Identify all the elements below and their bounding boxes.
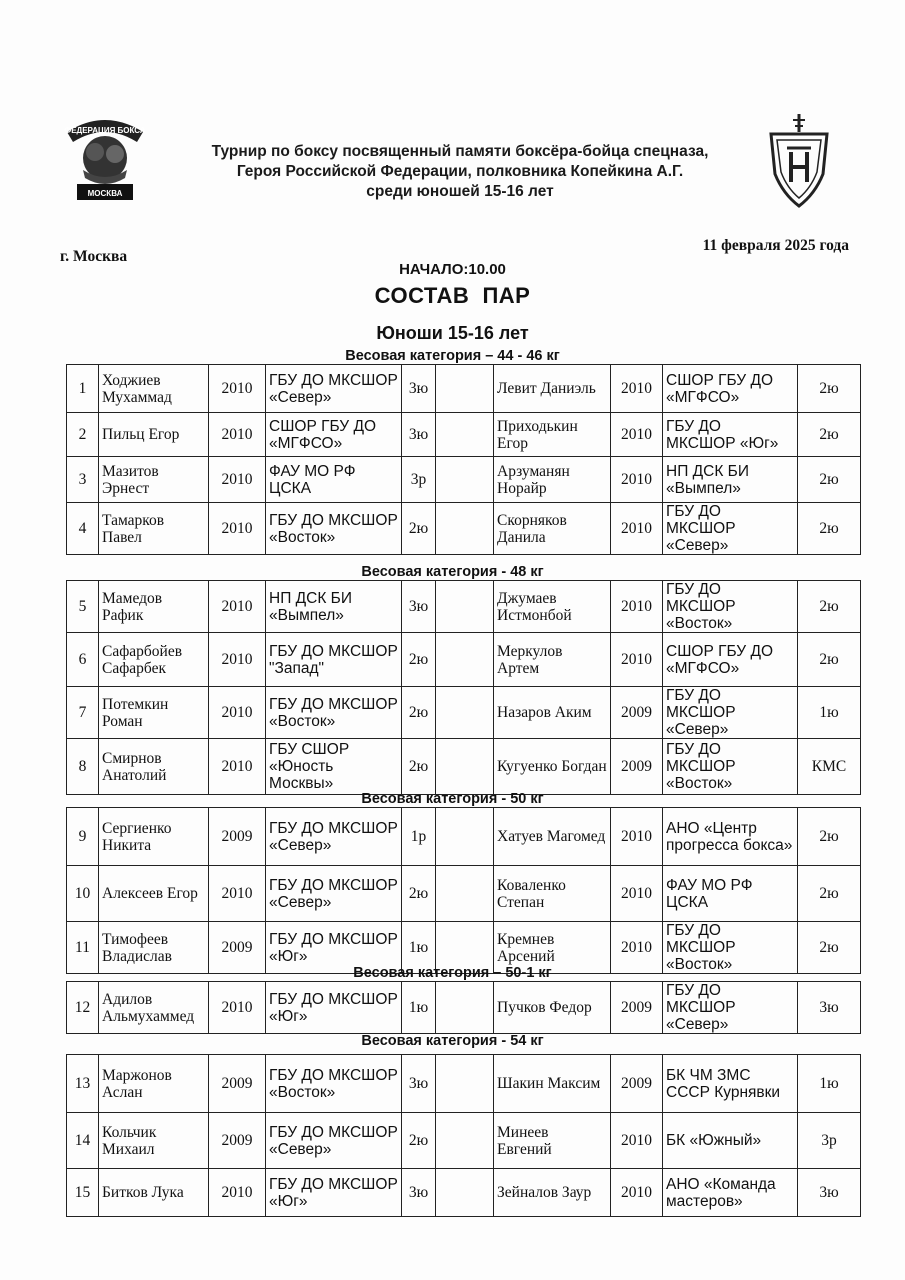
table-row [67, 687, 861, 739]
red-corner-rank: 2ю [402, 866, 436, 922]
pair-number: 9 [67, 808, 99, 866]
table-row [67, 982, 861, 1034]
red-corner-club: ГБУ ДО МКСШОР «Север» [266, 808, 402, 866]
result-cell [436, 581, 494, 633]
weight-category-title: Весовая категория - 48 кг [361, 564, 544, 580]
table-row [67, 808, 861, 866]
red-corner-club: ФАУ МО РФ ЦСКА [266, 457, 402, 503]
red-corner-club: ГБУ ДО МКСШОР «Юг» [266, 922, 402, 974]
red-corner-name: Потемкин Роман [99, 687, 209, 739]
weight-category-title: Весовая категория – 44 - 46 кг [345, 348, 560, 364]
pair-number: 5 [67, 581, 99, 633]
blue-corner-name: Коваленко Степан [494, 866, 611, 922]
city: г. Москва [60, 248, 128, 265]
boxing-federation-logo [55, 112, 155, 206]
page-title: СОСТАВ ПАР [374, 283, 531, 308]
pairs-table [66, 807, 861, 974]
red-corner-club: ГБУ ДО МКСШОР «Восток» [266, 1055, 402, 1113]
red-corner-rank: 2ю [402, 633, 436, 687]
table-row [67, 457, 861, 503]
red-corner-birth-year: 2010 [209, 365, 266, 413]
blue-corner-rank: 2ю [798, 457, 861, 503]
red-corner-birth-year: 2010 [209, 457, 266, 503]
blue-corner-rank: 2ю [798, 413, 861, 457]
logo-left-bottom-text: МОСКВА [87, 189, 123, 198]
table-row [67, 581, 861, 633]
table-row [67, 739, 861, 795]
red-corner-club: ГБУ ДО МКСШОР «Север» [266, 1113, 402, 1169]
pair-number: 2 [67, 413, 99, 457]
red-corner-birth-year: 2010 [209, 413, 266, 457]
blue-corner-name: Меркулов Артем [494, 633, 611, 687]
pair-number: 8 [67, 739, 99, 795]
pair-number: 13 [67, 1055, 99, 1113]
blue-corner-rank: 3ю [798, 982, 861, 1034]
red-corner-name: Смирнов Анатолий [99, 739, 209, 795]
red-corner-name: Алексеев Егор [99, 866, 209, 922]
red-corner-club: ГБУ ДО МКСШОР «Восток» [266, 503, 402, 555]
blue-corner-rank: 2ю [798, 633, 861, 687]
blue-corner-name: Зейналов Заур [494, 1169, 611, 1217]
blue-corner-name: Скорняков Данила [494, 503, 611, 555]
red-corner-birth-year: 2010 [209, 581, 266, 633]
red-corner-club: СШОР ГБУ ДО «МГФСО» [266, 413, 402, 457]
red-corner-name: Пильц Егор [99, 413, 209, 457]
pair-number: 15 [67, 1169, 99, 1217]
result-cell [436, 413, 494, 457]
blue-corner-rank: 2ю [798, 503, 861, 555]
pairs-table [66, 981, 861, 1034]
blue-corner-birth-year: 2010 [611, 581, 663, 633]
pair-number: 12 [67, 982, 99, 1034]
red-corner-name: Адилов Альмухаммед [99, 982, 209, 1034]
blue-corner-name: Назаров Аким [494, 687, 611, 739]
red-corner-rank: 2ю [402, 1113, 436, 1169]
blue-corner-birth-year: 2010 [611, 866, 663, 922]
weight-category-title: Весовая категория - 54 кг [361, 1033, 544, 1049]
red-corner-birth-year: 2010 [209, 633, 266, 687]
blue-corner-rank: 2ю [798, 866, 861, 922]
blue-corner-name: Кугуенко Богдан [494, 739, 611, 795]
red-corner-club: ГБУ СШОР «Юность Москвы» [266, 739, 402, 795]
blue-corner-club: ГБУ ДО МКСШОР «Север» [663, 687, 798, 739]
red-corner-name: Мамедов Рафик [99, 581, 209, 633]
blue-corner-club: АНО «Команда мастеров» [663, 1169, 798, 1217]
red-corner-birth-year: 2010 [209, 503, 266, 555]
blue-corner-club: ГБУ ДО МКСШОР «Юг» [663, 413, 798, 457]
blue-corner-club: НП ДСК БИ «Вымпел» [663, 457, 798, 503]
red-corner-name: Сафарбойев Сафарбек [99, 633, 209, 687]
pair-number: 6 [67, 633, 99, 687]
blue-corner-club: БК ЧМ ЗМС СССР Курнявки [663, 1055, 798, 1113]
red-corner-birth-year: 2010 [209, 982, 266, 1034]
pairs-table [66, 580, 861, 795]
pair-number: 7 [67, 687, 99, 739]
red-corner-club: ГБУ ДО МКСШОР «Юг» [266, 1169, 402, 1217]
table-row [67, 1055, 861, 1113]
red-corner-birth-year: 2009 [209, 808, 266, 866]
red-corner-birth-year: 2009 [209, 922, 266, 974]
blue-corner-birth-year: 2009 [611, 739, 663, 795]
blue-corner-name: Минеев Евгений [494, 1113, 611, 1169]
result-cell [436, 866, 494, 922]
blue-corner-rank: 1ю [798, 687, 861, 739]
red-corner-birth-year: 2009 [209, 1113, 266, 1169]
blue-corner-birth-year: 2009 [611, 687, 663, 739]
pair-number: 14 [67, 1113, 99, 1169]
blue-corner-name: Пучков Федор [494, 982, 611, 1034]
result-cell [436, 687, 494, 739]
red-corner-club: ГБУ ДО МКСШОР «Юг» [266, 982, 402, 1034]
blue-corner-birth-year: 2010 [611, 922, 663, 974]
blue-corner-rank: 3ю [798, 1169, 861, 1217]
blue-corner-name: Джумаев Истмонбой [494, 581, 611, 633]
result-cell [436, 365, 494, 413]
blue-corner-name: Левит Даниэль [494, 365, 611, 413]
red-corner-rank: 2ю [402, 503, 436, 555]
blue-corner-name: Приходькин Егор [494, 413, 611, 457]
result-cell [436, 503, 494, 555]
blue-corner-birth-year: 2010 [611, 1113, 663, 1169]
weight-category-title: Весовая категория - 50 кг [361, 791, 544, 807]
result-cell [436, 633, 494, 687]
blue-corner-rank: 2ю [798, 365, 861, 413]
red-corner-birth-year: 2010 [209, 687, 266, 739]
blue-corner-birth-year: 2009 [611, 1055, 663, 1113]
pair-number: 11 [67, 922, 99, 974]
blue-corner-birth-year: 2010 [611, 365, 663, 413]
result-cell [436, 739, 494, 795]
tournament-title-line: Турнир по боксу посвященный памяти боксёра-бойца спецназа, [211, 143, 709, 160]
red-corner-name: Маржонов Аслан [99, 1055, 209, 1113]
blue-corner-rank: 2ю [798, 581, 861, 633]
result-cell [436, 1113, 494, 1169]
red-corner-club: ГБУ ДО МКСШОР «Восток» [266, 687, 402, 739]
blue-corner-birth-year: 2010 [611, 457, 663, 503]
weight-category-title: Весовая категория – 50-1 кг [353, 965, 552, 981]
result-cell [436, 1169, 494, 1217]
blue-corner-rank: 2ю [798, 922, 861, 974]
start-time: НАЧАЛО:10.00 [399, 261, 506, 278]
table-row [67, 365, 861, 413]
blue-corner-club: ГБУ ДО МКСШОР «Север» [663, 982, 798, 1034]
red-corner-rank: 3ю [402, 1055, 436, 1113]
blue-corner-club: БК «Южный» [663, 1113, 798, 1169]
tournament-title-line: среди юношей 15-16 лет [366, 183, 554, 200]
blue-corner-club: ГБУ ДО МКСШОР «Север» [663, 503, 798, 555]
red-corner-name: Ходжиев Мухаммад [99, 365, 209, 413]
blue-corner-name: Арзуманян Норайр [494, 457, 611, 503]
red-corner-birth-year: 2010 [209, 739, 266, 795]
result-cell [436, 457, 494, 503]
result-cell [436, 808, 494, 866]
red-corner-name: Кольчик Михаил [99, 1113, 209, 1169]
age-group: Юноши 15-16 лет [376, 323, 529, 343]
red-corner-name: Сергиенко Никита [99, 808, 209, 866]
red-corner-name: Тимофеев Владислав [99, 922, 209, 974]
table-row [67, 1169, 861, 1217]
table-row [67, 503, 861, 555]
blue-corner-club: СШОР ГБУ ДО «МГФСО» [663, 633, 798, 687]
red-corner-birth-year: 2010 [209, 866, 266, 922]
red-corner-name: Мазитов Эрнест [99, 457, 209, 503]
pairs-table [66, 1054, 861, 1217]
blue-corner-birth-year: 2009 [611, 982, 663, 1034]
red-corner-birth-year: 2010 [209, 1169, 266, 1217]
blue-corner-club: ГБУ ДО МКСШОР «Восток» [663, 581, 798, 633]
red-corner-name: Битков Лука [99, 1169, 209, 1217]
red-corner-rank: 3ю [402, 581, 436, 633]
table-row [67, 413, 861, 457]
pairs-table [66, 364, 861, 555]
red-corner-rank: 1р [402, 808, 436, 866]
blue-corner-rank: КМС [798, 739, 861, 795]
special-forces-shield-emblem [765, 112, 833, 208]
blue-corner-name: Шакин Максим [494, 1055, 611, 1113]
blue-corner-birth-year: 2010 [611, 808, 663, 866]
blue-corner-name: Хатуев Магомед [494, 808, 611, 866]
event-date: 11 февраля 2025 года [702, 237, 849, 254]
tournament-title-line: Героя Российской Федерации, полковника Копейкина А.Г. [236, 163, 684, 180]
red-corner-club: ГБУ ДО МКСШОР "Запад" [266, 633, 402, 687]
pair-number: 1 [67, 365, 99, 413]
blue-corner-name: Кремнев Арсений [494, 922, 611, 974]
blue-corner-rank: 1ю [798, 1055, 861, 1113]
red-corner-rank: 3ю [402, 413, 436, 457]
blue-corner-birth-year: 2010 [611, 413, 663, 457]
red-corner-rank: 3ю [402, 365, 436, 413]
blue-corner-club: ГБУ ДО МКСШОР «Восток» [663, 922, 798, 974]
red-corner-rank: 1ю [402, 922, 436, 974]
blue-corner-club: ФАУ МО РФ ЦСКА [663, 866, 798, 922]
red-corner-rank: 2ю [402, 687, 436, 739]
blue-corner-club: АНО «Центр прогресса бокса» [663, 808, 798, 866]
table-row [67, 1113, 861, 1169]
blue-corner-rank: 3р [798, 1113, 861, 1169]
blue-corner-club: ГБУ ДО МКСШОР «Восток» [663, 739, 798, 795]
logo-left-arc-text: ФЕДЕРАЦИЯ БОКСА [64, 126, 146, 135]
blue-corner-club: СШОР ГБУ ДО «МГФСО» [663, 365, 798, 413]
blue-corner-birth-year: 2010 [611, 503, 663, 555]
table-row [67, 633, 861, 687]
red-corner-rank: 2ю [402, 739, 436, 795]
table-row [67, 866, 861, 922]
tournament-title [160, 142, 760, 202]
red-corner-name: Тамарков Павел [99, 503, 209, 555]
blue-corner-birth-year: 2010 [611, 633, 663, 687]
pair-number: 4 [67, 503, 99, 555]
red-corner-rank: 1ю [402, 982, 436, 1034]
red-corner-rank: 3ю [402, 1169, 436, 1217]
result-cell [436, 1055, 494, 1113]
result-cell [436, 982, 494, 1034]
red-corner-club: НП ДСК БИ «Вымпел» [266, 581, 402, 633]
red-corner-club: ГБУ ДО МКСШОР «Север» [266, 866, 402, 922]
blue-corner-rank: 2ю [798, 808, 861, 866]
red-corner-birth-year: 2009 [209, 1055, 266, 1113]
pair-number: 3 [67, 457, 99, 503]
blue-corner-birth-year: 2010 [611, 1169, 663, 1217]
red-corner-rank: 3р [402, 457, 436, 503]
pair-number: 10 [67, 866, 99, 922]
red-corner-club: ГБУ ДО МКСШОР «Север» [266, 365, 402, 413]
